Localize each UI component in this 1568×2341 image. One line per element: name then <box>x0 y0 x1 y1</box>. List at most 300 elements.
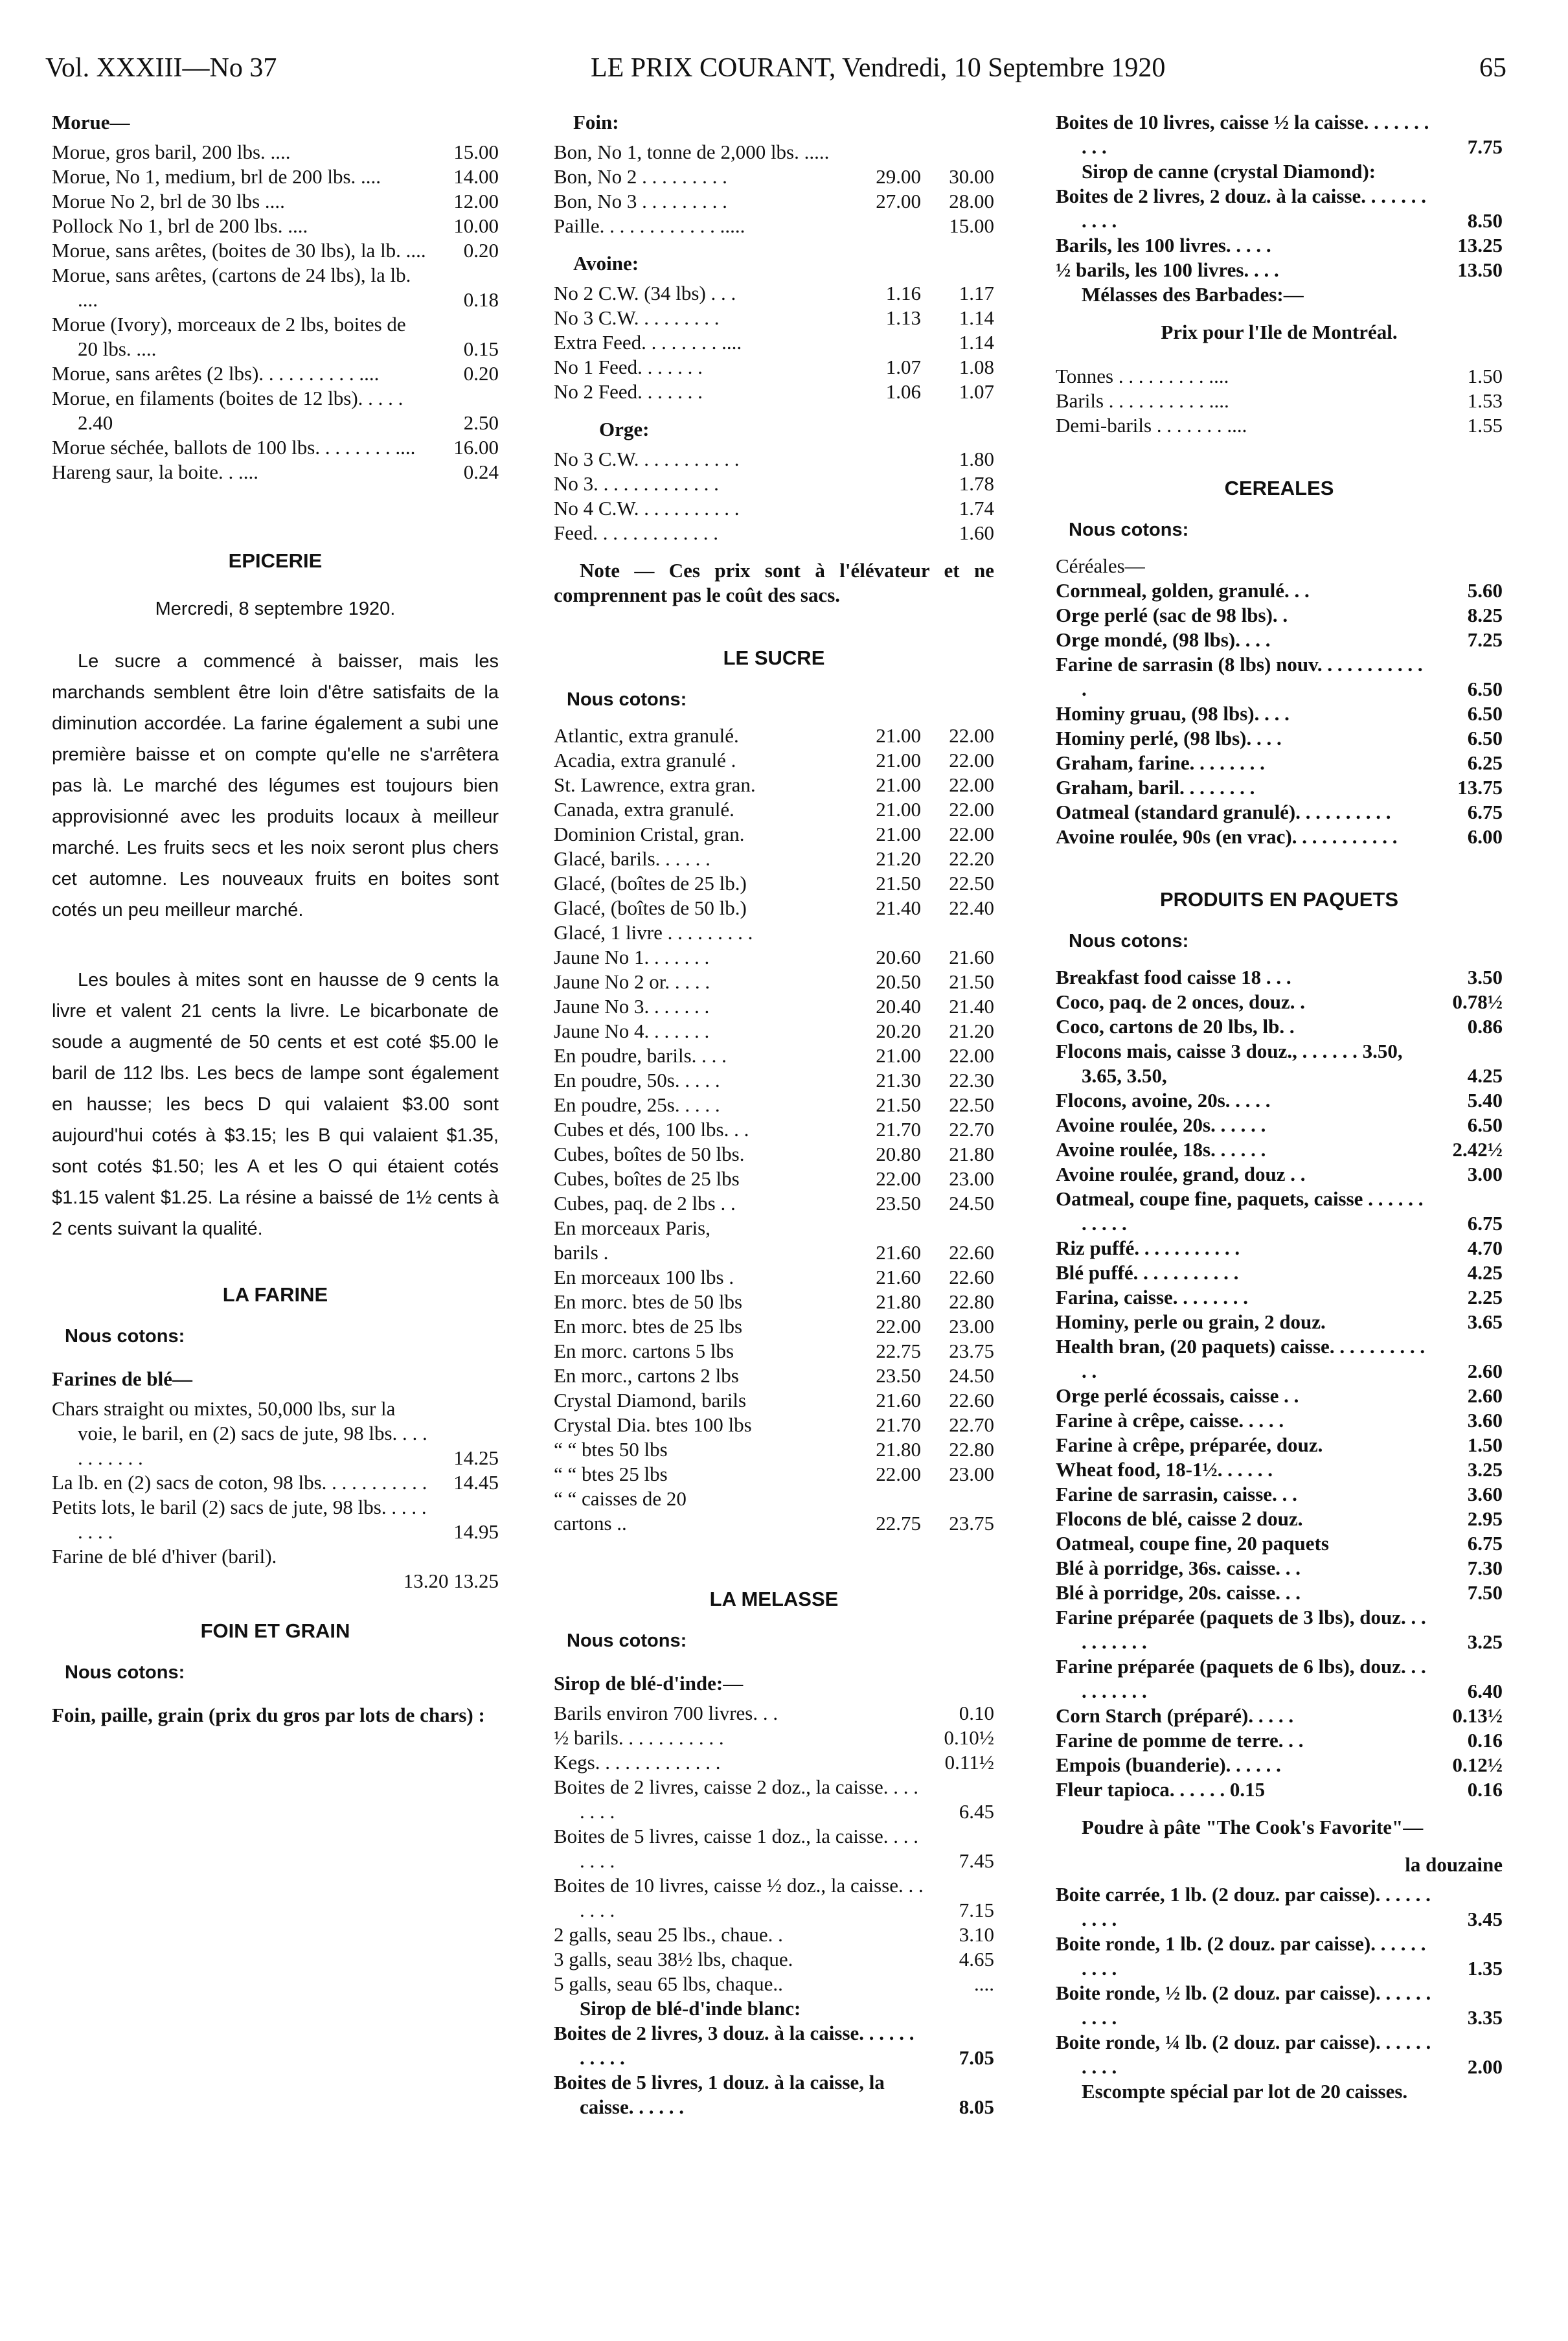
item-price: 21.80 <box>876 1438 921 1461</box>
item-price: 1.35 <box>1467 1957 1503 1980</box>
price-row <box>554 1413 994 1437</box>
price-row <box>1056 990 1503 1014</box>
price-row <box>1056 413 1503 438</box>
item-name: Farina, caisse. . . . . . . . <box>1056 1286 1249 1308</box>
item-price: 16.00 <box>453 436 499 459</box>
price-row <box>554 1364 994 1388</box>
price-row <box>554 1142 994 1167</box>
item-price: 22.00 <box>949 773 994 796</box>
item-price: 21.80 <box>949 1143 994 1165</box>
item-price: 21.60 <box>876 1389 921 1411</box>
item-price: 14.00 <box>453 165 499 188</box>
item-price: 1.78 <box>959 472 994 495</box>
item-price: 21.30 <box>876 1069 921 1091</box>
item-price: 1.17 <box>959 282 994 304</box>
item-name: Petits lots, le baril (2) sacs de jute, 98 lbs. . . . . . . . . <box>52 1496 427 1543</box>
item-price: 22.70 <box>949 1118 994 1141</box>
price-row <box>52 460 499 485</box>
volume-number: Vol. XXXIII—No 37 <box>45 53 277 83</box>
item-name: Flocons de blé, caisse 2 douz. <box>1056 1507 1303 1530</box>
price-row <box>554 521 994 545</box>
item-price: 24.50 <box>949 1192 994 1215</box>
item-name: Boites de 2 livres, 3 douz. à la caisse. . . . . . . . . . . <box>554 2022 915 2069</box>
item-name: Jaune No 3. . . . . . . <box>554 995 710 1018</box>
item-name: Morue, sans arêtes, (boites de 30 lbs), la lb. .... <box>52 239 426 262</box>
farine-heading: LA FARINE <box>222 1283 328 1306</box>
item-price: 3.00 <box>1467 1163 1503 1185</box>
item-price: 14.25 <box>453 1446 499 1469</box>
item-name: Farine de pomme de terre. . . <box>1056 1729 1304 1752</box>
price-row <box>1056 1014 1503 1039</box>
price-row <box>1056 1704 1503 1728</box>
price-row <box>1056 110 1503 159</box>
item-price: 3.35 <box>1467 2006 1503 2029</box>
item-name: Orge perlé écossais, caisse . . <box>1056 1384 1299 1407</box>
price-row <box>554 847 994 871</box>
poudre-subheading: Poudre à pâte "The Cook's Favorite"— <box>1082 1816 1424 1838</box>
price-row <box>1056 1408 1503 1433</box>
item-name: La lb. en (2) sacs de coton, 98 lbs. . . . . . . . . . . <box>52 1471 427 1494</box>
cereales-heading: CEREALES <box>1224 477 1334 499</box>
item-price: 27.00 <box>876 190 921 212</box>
price-row <box>1056 1531 1503 1556</box>
item-price: 7.05 <box>959 2046 994 2069</box>
item-name: Oatmeal (standard granulé). . . . . . . . . . <box>1056 801 1391 823</box>
item-name: Glacé, 1 livre . . . . . . . . . <box>554 921 753 944</box>
item-name: ½ barils. . . . . . . . . . . <box>554 1726 724 1749</box>
item-price: 20.50 <box>876 970 921 993</box>
price-row <box>1056 1162 1503 1187</box>
price-row <box>1056 1981 1503 2030</box>
price-row <box>1056 258 1503 282</box>
item-price: 2.60 <box>1467 1360 1503 1382</box>
item-price: 22.00 <box>949 749 994 771</box>
item-price: 22.40 <box>949 896 994 919</box>
item-price: 22.20 <box>949 847 994 870</box>
item-price: 23.75 <box>949 1340 994 1362</box>
melasse-subheading-2: Sirop de blé-d'inde blanc: <box>580 1997 801 2020</box>
price-row <box>554 748 994 773</box>
item-price: 6.50 <box>1467 1113 1503 1136</box>
price-row <box>554 1462 994 1487</box>
price-row <box>554 1923 994 1947</box>
item-price: 21.50 <box>949 970 994 993</box>
price-row <box>554 472 994 496</box>
item-price: 7.50 <box>1467 1581 1503 1604</box>
price-row <box>554 1019 994 1044</box>
item-name: Barils, les 100 livres. . . . . <box>1056 234 1271 257</box>
price-row <box>554 306 994 330</box>
item-name: Graham, baril. . . . . . . . <box>1056 776 1255 799</box>
item-name: Avoine roulée, 20s. . . . . . <box>1056 1113 1266 1136</box>
item-price: 22.80 <box>949 1290 994 1313</box>
item-name: En morc., cartons 2 lbs <box>554 1364 739 1387</box>
price-row <box>554 1750 994 1775</box>
item-name: Farine à crêpe, préparée, douz. <box>1056 1433 1323 1456</box>
price-row <box>554 1117 994 1142</box>
item-price: 7.25 <box>1467 628 1503 651</box>
price-row <box>1056 1753 1503 1777</box>
item-name: Morue, en filaments (boites de 12 lbs). . . . . 2.40 <box>52 387 403 434</box>
item-name: Boites de 10 livres, caisse ½ doz., la caisse. . . . . . . <box>554 1874 924 1921</box>
item-price: 3.10 <box>959 1923 994 1946</box>
item-price: 7.45 <box>959 1849 994 1872</box>
item-name: Empois (buanderie). . . . . . <box>1056 1753 1281 1776</box>
price-row <box>554 896 994 920</box>
foin-grain-heading: FOIN ET GRAIN <box>200 1619 350 1642</box>
item-price: 21.80 <box>876 1290 921 1313</box>
item-price: 0.12½ <box>1452 1753 1503 1776</box>
price-row <box>1056 2030 1503 2079</box>
item-price: .... <box>974 1972 994 1995</box>
price-row <box>554 1191 994 1216</box>
item-price: 1.14 <box>959 306 994 329</box>
item-price: 21.40 <box>949 995 994 1018</box>
item-name: No 3 C.W. . . . . . . . . . . <box>554 448 740 470</box>
price-row <box>1056 1605 1503 1654</box>
price-row <box>554 822 994 847</box>
price-row <box>1056 1654 1503 1704</box>
item-name: Avoine roulée, grand, douz . . <box>1056 1163 1306 1185</box>
item-name: Morue, sans arêtes (2 lbs). . . . . . . . . . .... <box>52 362 380 385</box>
item-price: 2.00 <box>1467 2055 1503 2078</box>
price-row <box>1056 1039 1503 1088</box>
item-price: 0.15 <box>463 337 499 360</box>
item-price: 22.00 <box>949 1044 994 1067</box>
price-row <box>554 1265 994 1290</box>
price-row <box>554 281 994 306</box>
price-row <box>554 1511 994 1536</box>
item-price: 21.60 <box>876 1266 921 1288</box>
item-price: 4.25 <box>1467 1064 1503 1087</box>
item-name: Cubes, paq. de 2 lbs . . <box>554 1192 736 1215</box>
price-row <box>554 1093 994 1117</box>
price-row <box>1056 1581 1503 1605</box>
price-row <box>554 871 994 896</box>
price-row <box>554 1339 994 1364</box>
price-row <box>1056 1088 1503 1113</box>
epicerie-date: Mercredi, 8 septembre 1920. <box>155 599 396 619</box>
item-name: Boite ronde, 1 lb. (2 douz. par caisse). . . . . . . . . . <box>1056 1932 1426 1980</box>
price-row <box>52 214 499 238</box>
item-name: Crystal Dia. btes 100 lbs <box>554 1413 752 1436</box>
item-name: “ “ btes 50 lbs <box>554 1438 668 1461</box>
item-name: Boite carrée, 1 lb. (2 douz. par caisse). . . . . . . . . . <box>1056 1883 1431 1930</box>
item-price: 21.50 <box>876 872 921 895</box>
item-price: 21.00 <box>876 823 921 845</box>
price-row <box>554 355 994 380</box>
item-name: Farine à crêpe, caisse. . . . . <box>1056 1409 1284 1432</box>
item-name: Flocons mais, caisse 3 douz., . . . . . . 3.50, 3.65, 3.50, <box>1056 1040 1403 1087</box>
item-price: 22.30 <box>949 1069 994 1091</box>
item-price: 2.25 <box>1467 1286 1503 1308</box>
item-price: 6.50 <box>1467 727 1503 749</box>
item-name: Demi-barils . . . . . . . .... <box>1056 414 1247 437</box>
item-price: 22.60 <box>949 1266 994 1288</box>
price-row <box>52 386 499 435</box>
item-price: 3.60 <box>1467 1483 1503 1505</box>
item-price: 13.25 <box>1457 234 1503 257</box>
price-row <box>554 1437 994 1462</box>
item-price: 0.10½ <box>944 1726 994 1749</box>
price-row <box>1056 1310 1503 1334</box>
sucre-cotons-label: Nous cotons: <box>567 689 687 710</box>
item-price: 1.13 <box>885 306 921 329</box>
page-header <box>45 45 1506 91</box>
market-paragraph-2: Les boules à mites sont en hausse de 9 cents la livre et valent 21 cents la livre. Le bicarbonate de soude a augmenté de 50 cents et est coté $5.00 le baril de 112 lbs. Les becs de lampe sont également en hausse; les becs D qui valaient $3.00 sont aujourd'hui cotés à $3.15; les B qui valaient $1.35, sont cotés $1.50; les A et les O qui étaient cotés $1.15 valent $1.25. La résine a baissé de 1½ cents à 2 cents suivant la qualité. <box>52 970 499 1239</box>
item-name: Dominion Cristal, gran. <box>554 823 745 845</box>
price-row <box>554 1972 994 1996</box>
item-price: 5.60 <box>1467 579 1503 602</box>
melasse-list <box>554 1701 994 1996</box>
item-price: 1.50 <box>1467 365 1503 387</box>
item-name: Morue No 2, brl de 30 lbs .... <box>52 190 285 212</box>
item-price: 1.60 <box>959 521 994 544</box>
price-row <box>554 994 994 1019</box>
price-row <box>554 1314 994 1339</box>
price-row <box>554 189 994 214</box>
item-name: No 3 C.W. . . . . . . . . <box>554 306 720 329</box>
sucre-list <box>554 724 994 1536</box>
item-name: Orge mondé, (98 lbs). . . . <box>1056 628 1271 651</box>
item-name: Cornmeal, golden, granulé. . . <box>1056 579 1310 602</box>
orge-list <box>554 447 994 545</box>
douzaine-label: la douzaine <box>1405 1853 1503 1876</box>
item-name: Crystal Diamond, barils <box>554 1389 747 1411</box>
item-price: 13.50 <box>1457 258 1503 281</box>
item-name: Atlantic, extra granulé. <box>554 724 739 747</box>
item-name: “ “ btes 25 lbs <box>554 1463 668 1485</box>
farine-list <box>52 1397 499 1569</box>
price-row <box>554 945 994 970</box>
item-name: Farine de sarrasin, caisse. . . <box>1056 1483 1297 1505</box>
item-name: Canada, extra granulé. <box>554 798 734 821</box>
item-price: 0.20 <box>463 239 499 262</box>
item-price: 21.00 <box>876 798 921 821</box>
item-price: 28.00 <box>949 190 994 212</box>
price-row <box>554 1290 994 1314</box>
item-name: Blé puffé. . . . . . . . . . . <box>1056 1261 1239 1284</box>
item-price: 22.75 <box>876 1512 921 1535</box>
item-price: 0.13½ <box>1452 1704 1503 1727</box>
price-row <box>554 165 994 189</box>
item-price: 14.45 <box>453 1471 499 1494</box>
item-name: 3 galls, seau 38½ lbs, chaque. <box>554 1948 793 1970</box>
item-price: 2.50 <box>463 411 499 434</box>
item-name: Chars straight ou mixtes, 50,000 lbs, sur la voie, le baril, en (2) sacs de jute, 98 lbs. . . . . . . . . . . <box>52 1397 427 1469</box>
price-row <box>1056 1261 1503 1285</box>
foin-list <box>554 140 994 238</box>
item-price: 23.75 <box>949 1512 994 1535</box>
canne-subheading: Sirop de canne (crystal Diamond): <box>1082 160 1376 183</box>
price-row <box>554 1726 994 1750</box>
price-row <box>554 214 994 238</box>
item-price: 20.40 <box>876 995 921 1018</box>
item-price: 1.08 <box>959 356 994 378</box>
item-price: 15.00 <box>453 141 499 163</box>
item-name: “ “ caisses de 20 <box>554 1487 687 1510</box>
price-row <box>1056 652 1503 702</box>
item-price: 22.70 <box>949 1413 994 1436</box>
price-row <box>1056 1482 1503 1507</box>
item-price: 22.75 <box>876 1340 921 1362</box>
item-price: 7.15 <box>959 1899 994 1921</box>
item-price: 4.70 <box>1467 1237 1503 1259</box>
item-price: 23.00 <box>949 1167 994 1190</box>
item-price: 12.00 <box>453 190 499 212</box>
price-row <box>1056 578 1503 603</box>
item-price: 2.95 <box>1467 1507 1503 1530</box>
item-name: Glacé, barils. . . . . . <box>554 847 710 870</box>
price-row <box>1056 233 1503 258</box>
item-name: Health bran, (20 paquets) caisse. . . . . . . . . . . . <box>1056 1335 1426 1382</box>
item-price: 7.75 <box>1467 135 1503 158</box>
price-row <box>1056 775 1503 800</box>
item-name: Cubes, boîtes de 25 lbs <box>554 1167 740 1190</box>
price-row <box>52 263 499 312</box>
item-price: 5.40 <box>1467 1089 1503 1112</box>
price-row <box>1056 1236 1503 1261</box>
item-price: 3.25 <box>1467 1630 1503 1653</box>
item-price: 23.00 <box>949 1463 994 1485</box>
item-name: No 1 Feed. . . . . . . <box>554 356 703 378</box>
item-name: No 2 Feed. . . . . . . <box>554 380 703 403</box>
price-row <box>52 140 499 165</box>
item-name: 5 galls, seau 65 lbs, chaque.. <box>554 1972 783 1995</box>
foin-grain-text: Foin, paille, grain (prix du gros par lots de chars) : <box>52 1704 485 1726</box>
price-row <box>52 189 499 214</box>
item-price: 1.16 <box>885 282 921 304</box>
item-name: Hominy perlé, (98 lbs). . . . <box>1056 727 1282 749</box>
item-name: Boite ronde, ½ lb. (2 douz. par caisse). . . . . . . . . . <box>1056 1981 1431 2029</box>
item-price: 23.00 <box>949 1315 994 1338</box>
item-name: Bon, No 2 . . . . . . . . . <box>554 165 727 188</box>
item-price: 3.25 <box>1467 1458 1503 1481</box>
item-price: 21.00 <box>876 1044 921 1067</box>
price-row <box>554 773 994 797</box>
item-name: Boite ronde, ¼ lb. (2 douz. par caisse). . . . . . . . . . <box>1056 2031 1431 2078</box>
item-price: 21.20 <box>876 847 921 870</box>
item-price: 22.00 <box>949 798 994 821</box>
price-row <box>1056 1728 1503 1753</box>
price-row <box>1056 364 1503 389</box>
price-row <box>52 312 499 361</box>
item-price: 21.60 <box>876 1241 921 1264</box>
price-row <box>52 165 499 189</box>
item-name: Boites de 2 livres, 2 douz. à la caisse. . . . . . . . . . . <box>1056 185 1427 232</box>
item-name: Breakfast food caisse 18 . . . <box>1056 966 1291 988</box>
item-price: 3.60 <box>1467 1409 1503 1432</box>
item-name: En morc. btes de 50 lbs <box>554 1290 743 1313</box>
item-price: 1.07 <box>959 380 994 403</box>
item-price: 1.14 <box>959 331 994 354</box>
price-row <box>1056 702 1503 726</box>
item-name: 2 galls, seau 25 lbs., chaue. . <box>554 1923 783 1946</box>
price-row <box>1056 1507 1503 1531</box>
price-row <box>554 1240 994 1265</box>
item-name: barils . <box>554 1241 609 1264</box>
sucre-heading: LE SUCRE <box>723 646 825 669</box>
item-price: 8.50 <box>1467 209 1503 232</box>
item-name: Cubes, boîtes de 50 lbs. <box>554 1143 745 1165</box>
item-name: Hominy, perle ou grain, 2 douz. <box>1056 1310 1326 1333</box>
item-price: 23.50 <box>876 1364 921 1387</box>
column-3 <box>1056 110 1503 2104</box>
item-name: St. Lawrence, extra gran. <box>554 773 756 796</box>
item-price: 4.65 <box>959 1948 994 1970</box>
price-row <box>1056 184 1503 233</box>
price-row <box>1056 628 1503 652</box>
morue-heading: Morue— <box>52 111 130 133</box>
price-row <box>1056 1777 1503 1802</box>
melasse-subheading: Sirop de blé-d'inde:— <box>554 1672 744 1695</box>
item-price: 8.25 <box>1467 604 1503 626</box>
item-name: Fleur tapioca. . . . . . 0.15 <box>1056 1778 1266 1801</box>
item-price: 20.20 <box>876 1020 921 1042</box>
poudre-list <box>1056 1882 1503 2079</box>
item-price: 24.50 <box>949 1364 994 1387</box>
price-row <box>52 361 499 386</box>
item-price: 22.50 <box>949 1093 994 1116</box>
montreal-subheading: Prix pour l'Ile de Montréal. <box>1161 321 1398 343</box>
item-price: 2.60 <box>1467 1384 1503 1407</box>
item-price: 21.40 <box>876 896 921 919</box>
price-row <box>1056 1187 1503 1236</box>
item-price: 4.25 <box>1467 1261 1503 1284</box>
item-price: 1.50 <box>1467 1433 1503 1456</box>
market-paragraph-1: Le sucre a commencé à baisser, mais les marchands semblent être loin d'être satisfaits de la diminution accordée. La farine également a subi une première baisse et on compte qu'elle ne s'arrêtera pas là. Le marché des légumes est toujours bien approvisionné avec les produits locaux à meilleur marché. Les fruits secs et les noix seront plus chers cet automne. Les nouveaux fruits en boites sont cotés un peu meilleur marché. <box>52 651 499 920</box>
item-name: Farine préparée (paquets de 6 lbs), douz. . . . . . . . . . <box>1056 1655 1426 1702</box>
paquets-heading: PRODUITS EN PAQUETS <box>1159 888 1399 911</box>
item-name: Graham, farine. . . . . . . . <box>1056 751 1265 774</box>
price-row <box>52 238 499 263</box>
item-name: Bon, No 3 . . . . . . . . . <box>554 190 727 212</box>
item-name: En morc. btes de 25 lbs <box>554 1315 743 1338</box>
item-price: 6.50 <box>1467 702 1503 725</box>
price-row <box>1056 1285 1503 1310</box>
item-name: Corn Starch (préparé). . . . . <box>1056 1704 1294 1727</box>
price-row <box>554 1873 994 1923</box>
item-name: Morue, gros baril, 200 lbs. .... <box>52 141 291 163</box>
item-price: 22.00 <box>876 1167 921 1190</box>
item-name: cartons .. <box>554 1512 627 1535</box>
price-row <box>554 724 994 748</box>
item-price: 21.00 <box>876 749 921 771</box>
melasse-heading: LA MELASSE <box>709 1588 839 1610</box>
escompte-note: Escompte spécial par lot de 20 caisses. <box>1082 2080 1408 2103</box>
item-price: 3.45 <box>1467 1908 1503 1930</box>
item-price: 30.00 <box>949 165 994 188</box>
item-price: 21.70 <box>876 1118 921 1141</box>
item-price: 6.75 <box>1467 801 1503 823</box>
price-row <box>1056 389 1503 413</box>
page-number: 65 <box>1479 53 1506 83</box>
price-row <box>1056 1932 1503 1981</box>
item-price: 21.00 <box>876 773 921 796</box>
item-price: 22.00 <box>876 1315 921 1338</box>
item-price: 13.75 <box>1457 776 1503 799</box>
item-name: Boites de 5 livres, 1 douz. à la caisse, la caisse. . . . . . <box>554 2071 885 2118</box>
item-price: 6.50 <box>1467 678 1503 700</box>
item-price: 0.16 <box>1467 1778 1503 1801</box>
item-name: Oatmeal, coupe fine, paquets, caisse . . . . . . . . . . . <box>1056 1187 1424 1235</box>
price-row <box>1056 1334 1503 1384</box>
cereales-cotons-label: Nous cotons: <box>1069 520 1189 540</box>
price-row <box>554 330 994 355</box>
item-name: Bon, No 1, tonne de 2,000 lbs. ..... <box>554 141 830 163</box>
price-row <box>554 1947 994 1972</box>
item-name: Glacé, (boîtes de 50 lb.) <box>554 896 747 919</box>
